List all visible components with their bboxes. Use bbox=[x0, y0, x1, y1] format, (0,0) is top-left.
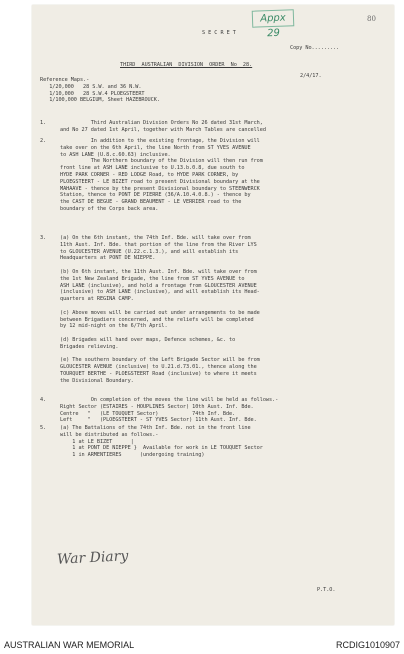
paragraph-line: Brigades relieving. bbox=[60, 343, 119, 350]
paragraph-line: to ASH LANE (U.8.c.60.63) inclusive. bbox=[60, 151, 171, 158]
paragraph-line: (b) On 6th instant, the 11th Aust. Inf. Bde. will take over from bbox=[60, 269, 257, 275]
paragraph-line: (c) Above moves will be carried out under arrangements to be made bbox=[60, 309, 260, 316]
paragraph-line: front line at ASH LANE inclusive to U.13.b.0.8, due south to bbox=[60, 165, 245, 172]
paragraph-line: Left " (PLOEGSTEERT - ST YVES Sector) 11th Aust. Inf. Bde. bbox=[60, 417, 257, 424]
paragraph-line: ASH LANE (inclusive), and hold a frontage from GLOUCESTER AVENUE bbox=[60, 282, 257, 289]
paragraph-line: between Brigadiers concerned, and the reliefs will be completed bbox=[60, 316, 254, 323]
paragraph-line: and No 27 dated 1st April, together with March Tables are cancelled bbox=[60, 126, 266, 133]
pto-note: P.T.O. bbox=[317, 587, 336, 593]
paragraph-line: MAHAAVE - thence by the present Divisional boundary to STEENWERCK bbox=[60, 185, 260, 192]
reference-map-line: 1/100,000 BELGIUM, Sheet HAZEBROUCK. bbox=[40, 97, 160, 104]
paragraph-line: (a) The Battalions of the 74th Inf. Bde. not in the front line bbox=[60, 425, 251, 431]
paragraph-line: GLOUCESTER AVENUE (inclusive) to U.21.d.73.01., thence along the bbox=[60, 364, 257, 371]
paragraph-line: HYDE PARK CORNER - RED LODGE Road, to HYDE PARK CORNER, by bbox=[60, 172, 239, 178]
paragraph-number: 2. bbox=[40, 138, 47, 144]
handwritten-signature: War Diary bbox=[56, 548, 129, 568]
reference-map-line: 1/10,000 28 S.W.4 PLOEGSTEERT bbox=[40, 90, 145, 97]
paragraph-line: take over on the 6th April, the line North from ST YVES AVENUE bbox=[60, 144, 251, 151]
paragraph-line: the 1st New Zealand Brigade, the line from ST YVES AVENUE to bbox=[60, 275, 245, 282]
paragraph-line: quarters at REGINA CAMP. bbox=[60, 296, 134, 303]
paragraph-line: In addition to the existing frontage, the Division will bbox=[60, 138, 260, 144]
paragraph-line: the Divisional Boundary. bbox=[60, 377, 134, 384]
paragraph-line: (a) On the 6th instant, the 74th Inf. Bde. will take over from bbox=[60, 235, 251, 241]
paragraph-line: Third Australian Division Orders No 26 dated 31st March, bbox=[60, 120, 263, 126]
paragraph-number: 1. bbox=[40, 120, 47, 126]
copy-number: Copy No......... bbox=[290, 45, 340, 51]
paragraph-line: 1 at PONT DE NIEPPE } Available for work in LE TOUQUET Sector bbox=[60, 445, 263, 452]
paragraph-line: (inclusive) to ASH LANE (inclusive), and will establish its Head- bbox=[60, 289, 260, 296]
footer-archive-name: AUSTRALIAN WAR MEMORIAL bbox=[4, 640, 135, 650]
paragraph-number: 3. bbox=[40, 235, 47, 241]
document-page bbox=[32, 5, 394, 625]
paragraph-line: to GLOUCESTER AVENUE (U.22.c.1.3.), and will establish its bbox=[60, 248, 239, 255]
paragraph-number: 5. bbox=[40, 425, 47, 431]
appendix-stamp: Appx 29 bbox=[252, 9, 295, 27]
reference-map-line: 1/20,000 28 S.W. and 36 N.W. bbox=[40, 83, 142, 90]
paragraph-line: The Northern boundary of the Division will then run from bbox=[60, 158, 263, 165]
paragraph-line: PLOEGSTEERT - LE BIZET road to present Divisional boundary at the bbox=[60, 178, 260, 185]
paragraph-line: will be distributed as follows.- bbox=[60, 431, 159, 438]
classification-label: S E C R E T bbox=[202, 30, 236, 36]
paragraph-line: Right Sector (ESTAIRES - HOUPLINES Sector) 10th Aust. Inf. Bde. bbox=[60, 403, 254, 410]
paragraph-line: 1 in ARMENTIERES (undergoing training) bbox=[60, 452, 205, 459]
paragraph-line: On completion of the moves the line will be held as follows.- bbox=[60, 397, 279, 403]
order-title: THIRD AUSTRALIAN DIVISION ORDER No 28. bbox=[120, 62, 253, 68]
order-date: 2/4/17. bbox=[300, 73, 322, 79]
paragraph-line: TOURQUET BERTHE - PLOEGSTEERT Road (inclusive) to where it meets bbox=[60, 371, 257, 377]
paragraph-number: 4. bbox=[40, 397, 47, 403]
paragraph-line: 11th Aust. Inf. Bde. that portion of the line from the River LYS bbox=[60, 241, 257, 248]
paragraph-line: (d) Brigades will hand over maps, Defence schemes, &c. to bbox=[60, 337, 236, 343]
paragraph-line: boundary of the Corps back area. bbox=[60, 206, 159, 212]
paragraph-line: 1 at LE BIZET | bbox=[60, 438, 134, 445]
page-number: 80 bbox=[367, 15, 376, 23]
footer-record-id: RCDIG1010907 bbox=[335, 640, 400, 650]
paragraph-line: Centre " (LE TOUQUET Sector) 74th Inf. Bde. bbox=[60, 410, 236, 417]
paragraph-line: Headquarters at PONT DE NIEPPE. bbox=[60, 255, 156, 262]
paragraph-line: by 12 mid-night on the 6/7th April. bbox=[60, 323, 168, 330]
paragraph-line: (e) The southern boundary of the Left Brigade Sector will be from bbox=[60, 357, 260, 364]
paragraph-line: Station, thence to PONT DE PIERRE (36/A.10.4.0.8.) - thence by bbox=[60, 192, 251, 199]
paragraph-line: the CAST DE BEGUE - GRAND BEAUMENT - LE VERRIER road to the bbox=[60, 199, 242, 206]
reference-map-line: Reference Maps.- bbox=[40, 77, 90, 83]
